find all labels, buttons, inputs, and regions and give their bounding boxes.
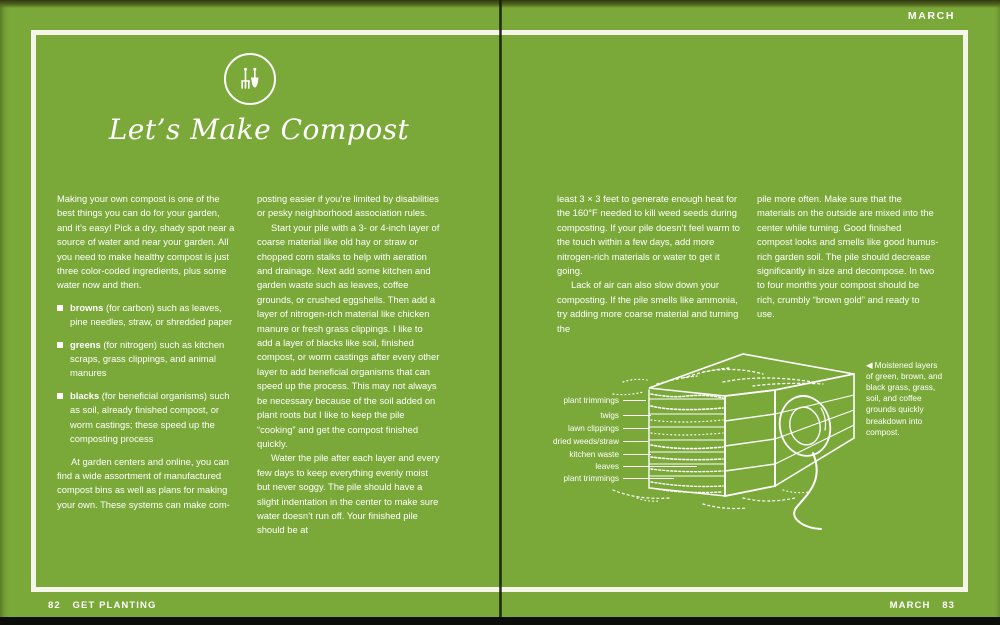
leader-line — [623, 441, 648, 442]
paragraph: least 3 × 3 feet to generate enough heat for the 160°F needed to kill weed seeds during composting. If your pile doesn’t feel warm to the touch within a few days, add more nitrogen-rich materials or water to get it going. — [557, 193, 740, 277]
bullet-square-icon — [57, 342, 63, 348]
paragraph: Making your own compost is one of the best things you can do for your garden, and it’s easy! Pick a dry, shady spot near a source of water and near your garden. All you need to make healthy compost is just three color-coded ingredients, plus some water now and then. — [57, 193, 235, 291]
fork-and-trowel-icon — [224, 53, 276, 105]
paragraph: pile more often. Make sure that the materials on the outside are mixed into the center while turning. Good finished compost looks and smells like good humus-rich garden soil. The pile should decrease significantly in size and decompose. In two to four months your compost should be rich, crumbly “brown gold” and ready to use. — [757, 193, 939, 320]
bullet-text: browns (for carbon) such as leaves, pine needles, straw, or shredded paper — [70, 301, 233, 328]
figure-label-row — [553, 410, 651, 421]
layer-label: dried weeds/straw — [553, 437, 619, 446]
paragraph: Water the pile after each layer and every few days to keep everything evenly moist but never soggy. The pile should have a slight indentation in the center to make sure water doesn’t run off. Your finished pile should be at — [257, 452, 440, 536]
leader-line — [623, 454, 651, 455]
text-column-4 — [757, 192, 939, 322]
figure-label-row — [553, 436, 648, 447]
fork-and-trowel-glyph — [237, 66, 263, 92]
left-page-footer — [48, 600, 156, 611]
paragraph: Lack of air can also slow down your composting. If the pile smells like ammonia, try adding more coarse material and turning the — [557, 279, 739, 334]
list-item — [57, 301, 237, 330]
leader-line — [623, 466, 697, 467]
chapter-header: MARCH — [907, 10, 955, 22]
page-number: 82 — [48, 600, 61, 611]
leader-line — [623, 478, 674, 479]
ingredient-bullet-list — [57, 301, 237, 447]
figure-caption: ◀ Moistened layers of green, brown, and black grass, grass, soil, and coffee grounds quickly breakdown into compost. — [866, 360, 943, 437]
figure-label-row — [553, 449, 651, 460]
footer-section-label: MARCH — [889, 600, 931, 611]
figure-label-row — [553, 395, 646, 406]
layer-label: lawn clippings — [568, 424, 619, 433]
page-number: 83 — [942, 600, 955, 611]
layer-label: plant trimmings — [563, 474, 619, 483]
page-title: Let’s Make Compost — [108, 113, 410, 146]
text-column-2 — [257, 192, 440, 538]
text-column-3 — [557, 192, 741, 336]
figure-label-row — [553, 473, 674, 484]
paragraph: Start your pile with a 3- or 4-inch layer of coarse material like old hay or straw or chopped corn stalks to help with aeration and drainage. Next add some kitchen and garden waste such as leaves, coffee grounds, or crushed eggshells. Then add a layer of nitrogen-rich material like chicken manure or fresh grass clippings. I like to add a layer of blacks like soil, finished compost, or worm castings after every other layer to add beneficial organisms that can speed up the process. This may not always be necessary because of the soil added on plant roots but I like to keep the pile “cooking” and get the compost finished quickly. — [257, 221, 440, 449]
paragraph: At garden centers and online, you can find a wide assortment of manufactured compost bins as well as plans for making your own. These systems can make com- — [57, 455, 230, 510]
leader-line — [623, 428, 649, 429]
right-page-footer — [890, 600, 955, 611]
figure-label-row — [553, 461, 697, 472]
leader-line — [623, 415, 651, 416]
footer-section-label: GET PLANTING — [72, 600, 157, 611]
bullet-square-icon — [57, 393, 63, 399]
layer-label: twigs — [600, 411, 619, 420]
list-item — [57, 338, 237, 381]
list-item — [57, 389, 237, 447]
layer-label: leaves — [595, 462, 619, 471]
layer-label: plant trimmings — [563, 396, 619, 405]
bullet-text: blacks (for beneficial organisms) such as soil, already finished compost, or worm castings; these speed up the composting process — [70, 389, 230, 445]
layer-label: kitchen waste — [569, 450, 619, 459]
bullet-text: greens (for nitrogen) such as kitchen scraps, grass clippings, and animal manures — [70, 338, 225, 379]
figure-label-row — [553, 423, 649, 434]
book-spine-gutter — [499, 0, 502, 618]
bullet-square-icon — [57, 305, 63, 311]
text-column-1 — [57, 192, 237, 512]
paragraph: posting easier if you’re limited by disabilities or pesky neighborhood association rules. — [257, 193, 439, 219]
page-bottom-edge — [0, 617, 1000, 625]
leader-line — [623, 400, 646, 401]
